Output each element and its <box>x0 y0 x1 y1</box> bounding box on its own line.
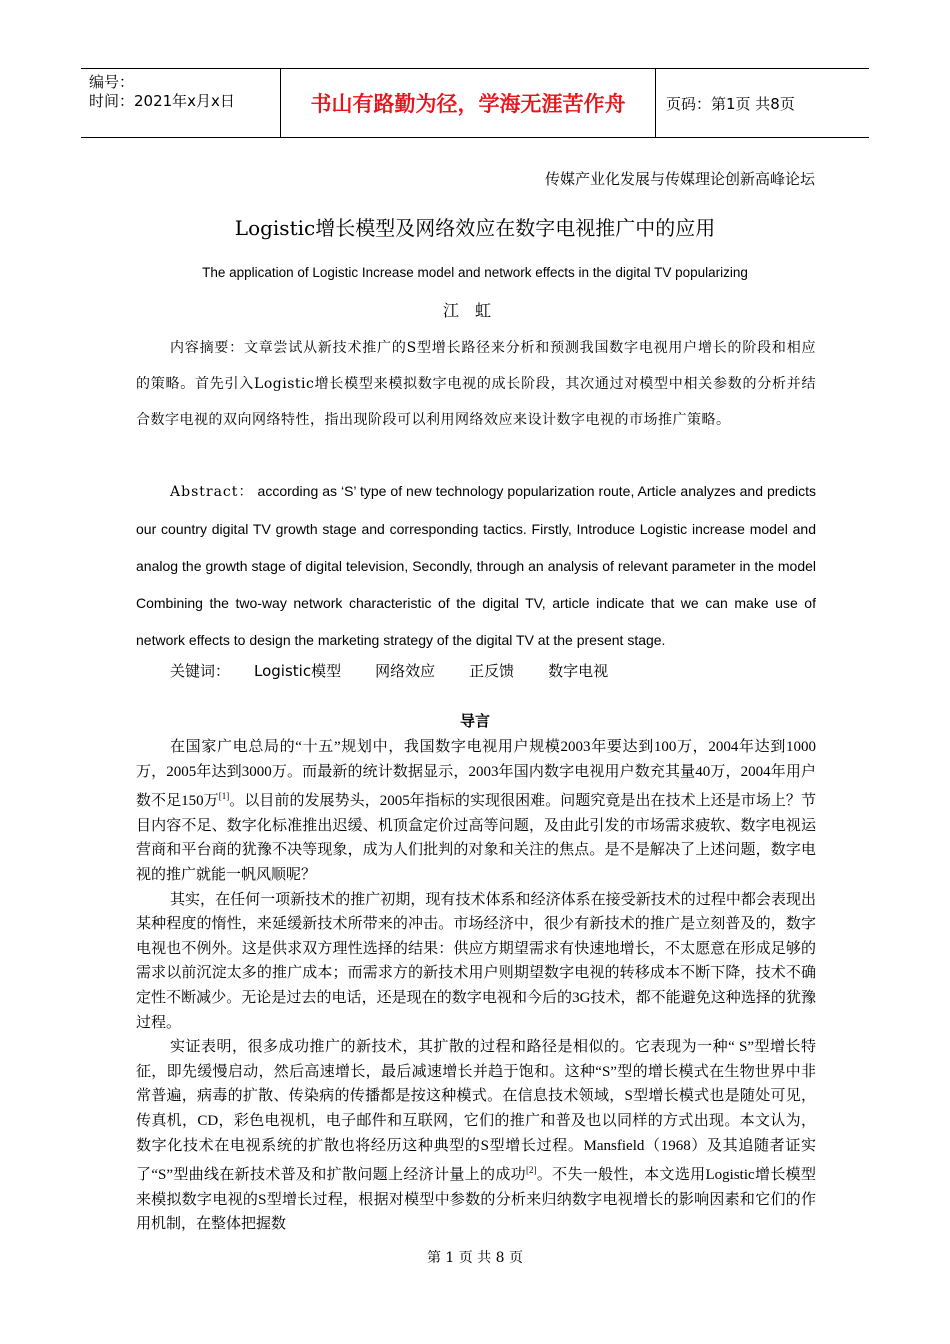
keyword: 网络效应 <box>375 662 436 680</box>
keywords <box>170 660 642 681</box>
time-label: 时间：2021年x月x日 <box>89 92 235 110</box>
header-motto: 书山有路勤为径，学海无涯苦作舟 <box>281 69 656 137</box>
abstract-en <box>136 473 816 659</box>
author: 江虹 <box>442 301 507 320</box>
abstract-en-text: according as ‘S’ type of new technology popularization route, Article analyzes and predicts our country digital TV growth stage and corresponding tactics. Firstly, Introduce Logistic increase model and analog the growth stage of digital television, Secondly, through an analysis of relevant parameter in the model Combining the two-way network characteristic of the digital TV, article indicate that we can make use of network effects to design the marketing strategy of the digital TV at the present stage. <box>136 483 816 648</box>
paragraph <box>136 735 816 888</box>
abstract-en-label: Abstract： <box>170 484 254 500</box>
forum-name: 传媒产业化发展与传媒理论创新高峰论坛 <box>544 170 815 188</box>
paragraph <box>136 1035 816 1237</box>
header-page-info: 页码：第1页 共8页 <box>666 94 795 113</box>
number-label: 编号： <box>89 73 135 91</box>
body-text <box>136 735 816 1237</box>
paragraph-text: 在国家广电总局的“十五”规划中，我国数字电视用户规模2003年要达到100万，2004年达到1000万，2005年达到3000万。而最新的统计数据显示，2003年国内数字电视用户数充其量40万，2004年用户数不足150万 <box>136 739 816 810</box>
paragraph-text: 。不失一般性，本文选用Logistic增长模型来模拟数字电视的S型增长过程，根据对模型中参数的分析来归纳数字电视增长的影响因素和它们的作用机制，在整体把握数 <box>136 1167 816 1233</box>
page-footer: 第 1 页 共 8 页 <box>426 1250 524 1266</box>
keywords-label: 关键词： <box>170 662 231 680</box>
paper-title: Logistic增长模型及网络效应在数字电视推广中的应用 <box>234 216 716 240</box>
citation-ref: [2] <box>526 1165 537 1176</box>
paragraph-text: 。以目前的发展势头，2005年指标的实现很困难。问题究竟是出在技术上还是市场上？节目内容不足、数字化标准推出迟缓、机顶盒定价过高等问题，及由此引发的市场需求疲软、数字电视运营商和平台商的犹豫不决等现象，成为人们批判的对象和关注的焦点。是不是解决了上述问题，数字电视的推广就能一帆风顺呢？ <box>136 793 816 883</box>
keyword: 数字电视 <box>548 662 609 680</box>
paragraph: 其实，在任何一项新技术的推广初期，现有技术体系和经济体系在接受新技术的过程中都会表现出某种程度的惰性，来延缓新技术所带来的冲击。市场经济中，很少有新技术的推广是立刻普及的，数字电视也不例外。这是供求双方理性选择的结果：供应方期望需求有快速地增长，不太愿意在形成足够的需求以前沉淀太多的推广成本；而需求方的新技术用户则期望数字电视的转移成本不断下降，技术不确定性不断减少。无论是过去的电话，还是现在的数字电视和今后的3G技术，都不能避免这种选择的犹豫过程。 <box>136 891 816 1031</box>
section-title: 导言 <box>459 712 490 730</box>
keyword: Logistic模型 <box>254 662 342 680</box>
paper-subtitle-en: The application of Logistic Increase model and network effects in the digital TV popularizing <box>202 265 748 280</box>
paragraph-text: 实证表明，很多成功推广的新技术，其扩散的过程和路径是相似的。它表现为一种“ S”型增长特征，即先缓慢启动，然后高速增长，最后减速增长并趋于饱和。这种“S”型的增长模式在生物世界中非常普遍，病毒的扩散、传染病的传播都是按这种模式。在信息技术领域，S型增长模式也是随处可见，传真机，CD，彩色电视机，电子邮件和互联网，它们的推广和普及也以同样的方式出现。本文认为，数字化技术在电视系统的扩散也将经历这种典型的S型增长过程。Mansfield（1968）及其追随者证实了“S”型曲线在新技术普及和扩散问题上经济计量上的成功 <box>136 1039 816 1184</box>
citation-ref: [1] <box>218 791 230 802</box>
abstract-cn: 内容摘要：文章尝试从新技术推广的S型增长路径来分析和预测我国数字电视用户增长的阶段和相应的策略。首先引入Logistic增长模型来模拟数字电视的成长阶段，其次通过对模型中相关参数的分析并结合数字电视的双向网络特性，指出现阶段可以利用网络效应来设计数字电视的市场推广策略。 <box>136 340 816 428</box>
keyword: 正反馈 <box>469 662 515 680</box>
page-header <box>81 68 869 138</box>
header-info <box>81 69 281 137</box>
